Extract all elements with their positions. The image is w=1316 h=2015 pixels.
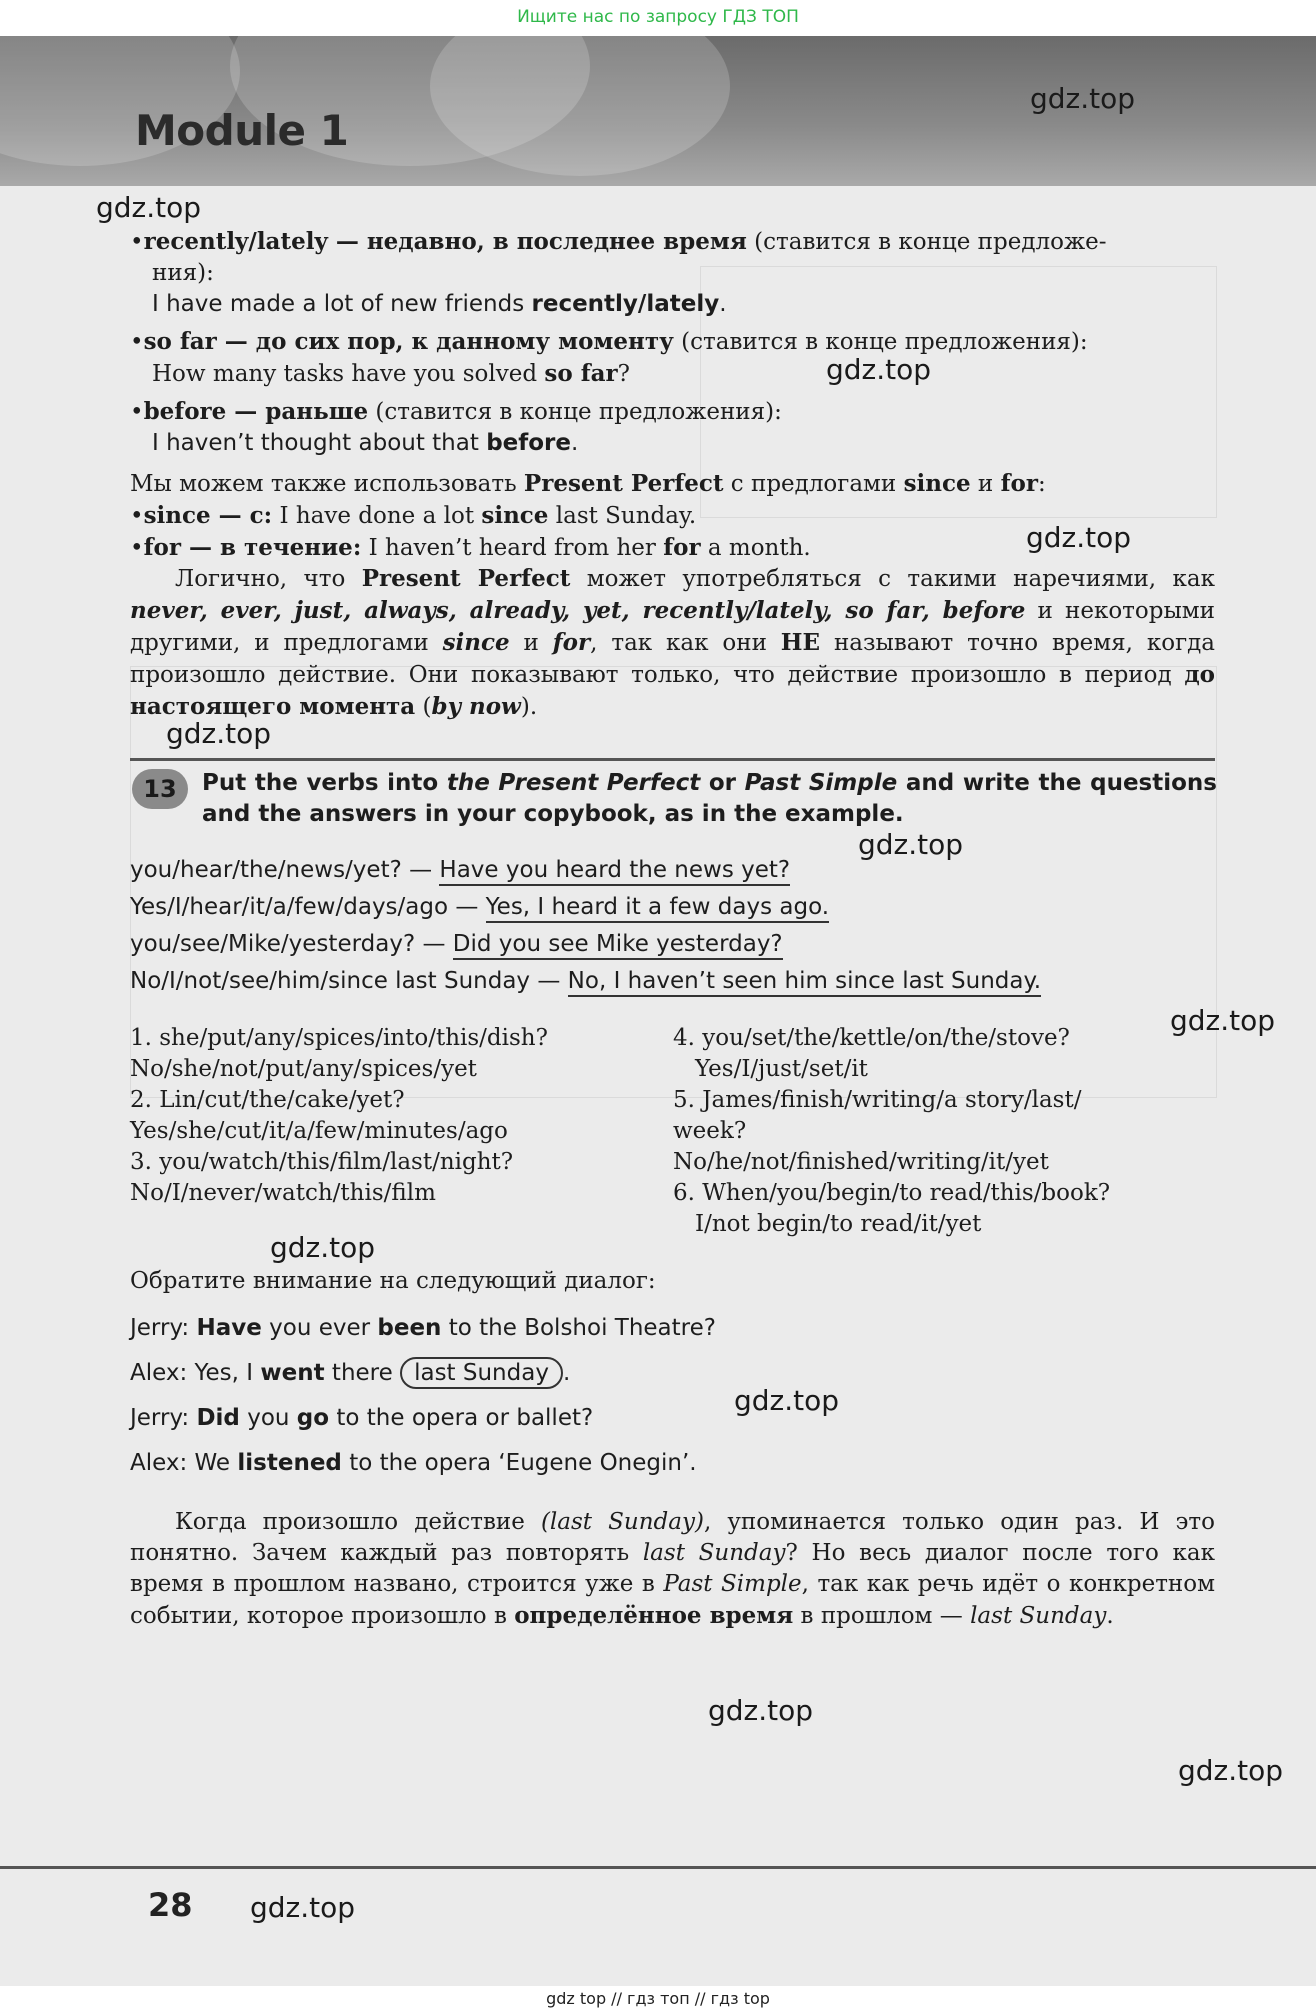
exercise-item: No/he/not/finished/writing/it/yet	[673, 1149, 1049, 1175]
adverb-example: I haven’t thought about that before.	[152, 430, 579, 456]
example-line: Yes/I/hear/it/a/few/days/ago — Yes, I heard it a few days ago.	[130, 889, 1215, 926]
footer-divider	[0, 1866, 1316, 1869]
adverb-item: •so far — до сих пор, к данному моменту (ставится в конце предложения):	[130, 328, 1088, 355]
adverb-list	[130, 396, 1215, 459]
dialogue-line: Alex: Yes, I went there last Sunday .	[130, 1351, 1215, 1396]
adverb-item: •recently/lately — недавно, в последнее время (ставится в конце предложе-	[130, 228, 1107, 255]
dialogue-line: Jerry: Did you go to the opera or ballet?	[130, 1405, 594, 1431]
exercise-item: 6. When/you/begin/to read/this/book?	[673, 1180, 1111, 1206]
dialogue-lines	[130, 1306, 1215, 1486]
exercise-item: week?	[673, 1118, 747, 1144]
exercise-items-left	[130, 1023, 650, 1209]
watermark-text: gdz.top	[826, 353, 932, 386]
adverb-example: How many tasks have you solved so far?	[152, 360, 630, 387]
watermark-text: gdz.top	[734, 1384, 840, 1417]
watermark-text: gdz.top	[250, 1891, 356, 1924]
exercise-instruction: Put the verbs into the Present Perfect or Past Simple and write the questions and the answers in your copybook, as in the example.	[202, 770, 1217, 827]
top-search-banner[interactable]: Ищите нас по запросу ГДЗ ТОП	[517, 7, 799, 27]
watermark-text: gdz.top	[1026, 521, 1132, 554]
exercise-divider	[130, 758, 1215, 761]
circled-time-phrase: last Sunday	[400, 1357, 563, 1389]
dialogue-line: Jerry: Have you ever been to the Bolshoi Theatre?	[130, 1315, 716, 1341]
exercise-item: I/not begin/to read/it/yet	[695, 1211, 982, 1237]
exercise-item: 5. James/finish/writing/a story/last/	[673, 1087, 1082, 1113]
adverb-list	[130, 226, 1215, 320]
watermark-text: gdz.top	[96, 191, 202, 224]
watermark-text: gdz.top	[1178, 1754, 1284, 1787]
exercise-item: 2. Lin/cut/the/cake/yet?	[130, 1087, 405, 1113]
exercise-item: No/I/never/watch/this/film	[130, 1180, 436, 1206]
adverb-note-cont: ния):	[152, 260, 214, 286]
exercise-item: Yes/she/cut/it/a/few/minutes/ago	[130, 1118, 508, 1144]
preposition-item: •since — с: I have done a lot since last Sunday.	[130, 502, 697, 529]
conclusion-text: Когда произошло действие (last Sunday), упоминается только один раз. И это понятно. Зачем каждый раз повторять last Sunday? Но весь диалог после того как время в прошлом названо, строится уже в Past Simple, так как речь идёт о конкретном событии, которое произошло в определённое время в прошлом — last Sunday.	[130, 1509, 1216, 1629]
preposition-item: •for — в течение: I haven’t heard from her for a month.	[130, 534, 811, 561]
exercise-number-badge: 13	[132, 769, 188, 809]
example-line: you/hear/the/news/yet? — Have you heard the news yet?	[130, 852, 1215, 889]
adverb-example: I have made a lot of new friends recently/lately.	[152, 291, 727, 317]
explanation-paragraph	[130, 563, 1215, 723]
watermark-text: gdz.top	[166, 717, 272, 750]
exercise-item: 3. you/watch/this/film/last/night?	[130, 1149, 514, 1175]
watermark-text: gdz.top	[270, 1231, 376, 1264]
dialogue-section	[130, 1266, 1215, 1297]
adverb-list	[130, 326, 1215, 390]
conclusion-paragraph	[130, 1507, 1215, 1632]
dialogue-intro: Обратите внимание на следующий диалог:	[130, 1268, 656, 1294]
exercise-item: 1. she/put/any/spices/into/this/dish?	[130, 1025, 548, 1051]
watermark-text: gdz.top	[858, 828, 964, 861]
exercise-item: Yes/I/just/set/it	[695, 1056, 868, 1082]
watermark-text: gdz.top	[1030, 82, 1136, 115]
prepositions-intro: Мы можем также использовать Present Perfect с предлогами since и for:	[130, 470, 1046, 497]
watermark-text: gdz.top	[1170, 1004, 1276, 1037]
module-title: Module 1	[135, 106, 349, 155]
page-number: 28	[148, 1886, 193, 1924]
exercise-item: 4. you/set/the/kettle/on/the/stove?	[673, 1025, 1070, 1051]
watermark-text: gdz.top	[708, 1694, 814, 1727]
bottom-links-banner[interactable]: gdz top // гдз топ // гдз top	[546, 1989, 770, 2008]
adverb-item: •before — раньше (ставится в конце предложения):	[130, 398, 782, 425]
dialogue-line: Alex: We listened to the opera ‘Eugene Onegin’.	[130, 1450, 697, 1476]
exercise-items-right	[673, 1023, 1193, 1240]
example-line: you/see/Mike/yesterday? — Did you see Mike yesterday?	[130, 926, 1215, 963]
explanation-text: Логично, что Present Perfect может употребляться с такими наречиями, как never, ever, just, always, already, yet, recently/lately, so far, before и некоторыми другими, и предлогами since и for, так как они НЕ называют точно время, когда произошло действие. Они показывают только, что действие произошло в период до настоящего момента (by now).	[130, 565, 1216, 720]
textbook-page	[0, 36, 1316, 1986]
exercise-item: No/she/not/put/any/spices/yet	[130, 1056, 477, 1082]
example-line: No/I/not/see/him/since last Sunday — No, I haven’t seen him since last Sunday.	[130, 963, 1215, 1000]
exercise-examples	[130, 852, 1215, 1000]
